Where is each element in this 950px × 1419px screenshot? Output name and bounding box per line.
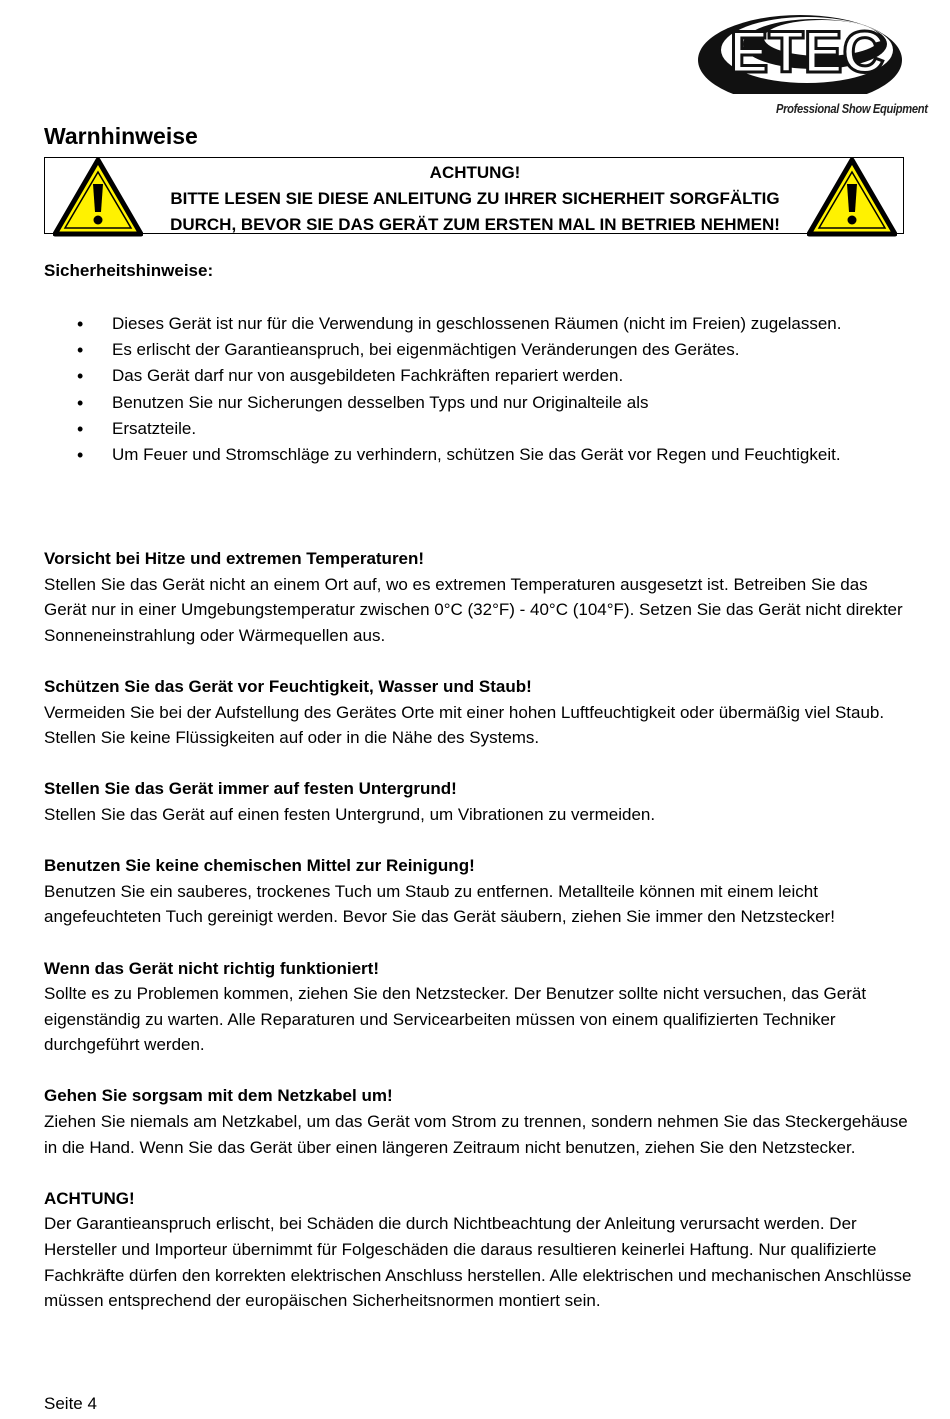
bullet-icon: • — [77, 418, 84, 439]
logo-wordmark: ETEC — [729, 20, 885, 85]
list-item-text: Ersatzteile. — [112, 418, 197, 438]
list-item-text: Dieses Gerät ist nur für die Verwendung in geschlossenen Räumen (nicht im Freien) zugelassen. — [112, 314, 842, 333]
bullet-icon: • — [77, 314, 84, 334]
warning-line-1: ACHTUNG! — [429, 163, 521, 182]
section-body: Vermeiden Sie bei der Aufstellung des Gerätes Orte mit einer hohen Luftfeuchtigkeit oder übermäßig viel Staub. Stellen Sie keine Flüssigkeiten auf oder in die Nähe des Systems. — [44, 702, 885, 748]
warning-box — [44, 157, 904, 234]
section-heading: Vorsicht bei Hitze und extremen Temperaturen! — [44, 549, 425, 568]
section-heat — [44, 546, 914, 648]
list-item-text: Es erlischt der Garantieanspruch, bei eigenmächtigen Veränderungen des Gerätes. — [112, 340, 740, 360]
section-heading: Benutzen Sie keine chemischen Mittel zur Reinigung! — [44, 856, 475, 876]
list-item — [44, 416, 904, 442]
section-body: Ziehen Sie niemals am Netzkabel, um das Gerät vom Strom zu trennen, sondern nehmen Sie das Steckergehäuse in die Hand. Wenn Sie das Gerät über einen längeren Zeitraum nicht benutzen, ziehen Sie den Netzstecker. — [44, 1112, 908, 1157]
list-item — [44, 337, 904, 363]
section-cleaning — [44, 853, 914, 930]
section-warranty — [44, 1186, 914, 1314]
section-body: Stellen Sie das Gerät auf einen festen Untergrund, um Vibrationen zu vermeiden. — [44, 804, 656, 824]
section-heading: Stellen Sie das Gerät immer auf festen Untergrund! — [44, 779, 457, 799]
list-item — [44, 311, 904, 337]
logo-tagline: Professional Show Equipment — [776, 101, 928, 116]
bullet-icon: • — [77, 340, 84, 361]
section-body: Stellen Sie das Gerät nicht an einem Ort auf, wo es extremen Temperaturen ausgesetzt ist. Betreiben Sie das Gerät nur in einer Umgebungstemperatur zwischen 0°C (32°F) - 40°C (104°F). Setzen Sie das Gerät nicht direkter Sonneneinstrahlung oder Wärmequellen aus. — [44, 574, 903, 645]
list-item — [44, 390, 904, 416]
bullet-icon: • — [77, 445, 84, 466]
section-heading: Wenn das Gerät nicht richtig funktioniert! — [44, 958, 379, 978]
section-heading: ACHTUNG! — [44, 1188, 135, 1208]
section-heading: Gehen Sie sorgsam mit dem Netzkabel um! — [44, 1086, 393, 1106]
warning-triangle-icon — [807, 158, 897, 237]
warning-line-2: BITTE LESEN SIE DIESE ANLEITUNG ZU IHRER SICHERHEIT SORGFÄLTIG — [170, 189, 780, 208]
section-moisture — [44, 674, 914, 751]
list-item — [44, 363, 904, 389]
section-malfunction — [44, 956, 914, 1058]
bullet-icon: • — [77, 366, 84, 387]
list-item-text: Das Gerät darf nur von ausgebildeten Fachkräften repariert werden. — [112, 366, 624, 386]
section-body: Der Garantieanspruch erlischt, bei Schäden die durch Nichtbeachtung der Anleitung verursacht werden. Der Hersteller und Importeur übernimmt für Folgeschäden die daraus resultieren keinerlei Haftung. Nur qualifizierte Fachkräfte dürfen den korrekten elektrischen Anschluss herstellen. Alle elektrischen und mechanischen Anschlüsse müssen entsprechend der europäischen Sicherheitsnormen montiert sein. — [44, 1214, 912, 1311]
list-item-text: Benutzen Sie nur Sicherungen desselben Typs und nur Originalteile als — [112, 392, 649, 412]
warning-line-3: DURCH, BEVOR SIE DAS GERÄT ZUM ERSTEN MAL IN BETRIEB NEHMEN! — [170, 215, 780, 234]
page-number: Seite 4 — [44, 1394, 97, 1413]
list-item-text: Um Feuer und Stromschläge zu verhindern, schützen Sie das Gerät vor Regen und Feuchtigkeit. — [112, 445, 841, 465]
safety-label: Sicherheitshinweise: — [44, 261, 214, 280]
section-heading: Schützen Sie das Gerät vor Feuchtigkeit, Wasser und Staub! — [44, 676, 532, 696]
section-body: Sollte es zu Problemen kommen, ziehen Sie den Netzstecker. Der Benutzer sollte nicht versuchen, das Gerät eigenständig zu warten. Alle Reparaturen und Servicearbeiten müssen von einem qualifizierten Techniker durchgeführt werden. — [44, 984, 867, 1055]
section-power-cable — [44, 1083, 914, 1160]
warning-text — [45, 160, 905, 238]
safety-list — [44, 311, 904, 468]
bullet-icon: • — [77, 392, 84, 413]
section-surface — [44, 776, 914, 827]
warning-sections — [44, 546, 914, 1339]
section-body: Benutzen Sie ein sauberes, trockenes Tuch um Staub zu entfernen. Metallteile können mit einem leicht angefeuchteten Tuch gereinigt werden. Bevor Sie das Gerät säubern, ziehen Sie immer den Netzstecker! — [44, 881, 835, 927]
page-title: Warnhinweise — [44, 123, 198, 149]
list-item — [44, 442, 904, 468]
